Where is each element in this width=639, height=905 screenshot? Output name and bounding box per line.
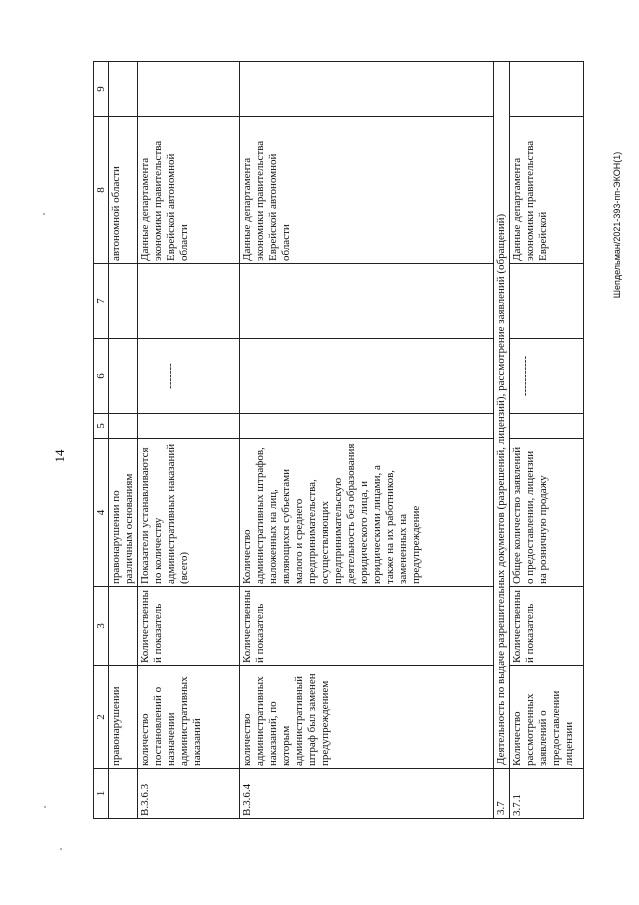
indicator-name: количество постановлений о назначении административных наказаний [138,666,240,769]
table-cell [109,339,138,414]
indicator-table [93,62,575,819]
column-number: 3 [94,587,109,666]
table-cell [109,587,138,666]
table-cell: ------- [138,339,240,414]
table-cell [109,414,138,439]
table-cell: автономной области [109,117,138,264]
table-cell: ----------- [510,339,584,414]
table-cell [510,62,584,117]
table-row [510,62,584,819]
indicator-description: Общее количество заявлений о предоставлении, лицензии на розничную продажу [510,439,584,587]
row-number: 3.7.1 [510,769,584,819]
scan-speck [60,848,62,850]
scan-speck [43,213,45,215]
column-number: 7 [94,264,109,339]
table-cell [240,62,494,117]
continuation-row [109,62,138,819]
table-cell [240,339,494,414]
table-cell [138,264,240,339]
indicator-description: Показатели устанавливаются по количеству административных наказаний (всего) [138,439,240,587]
document-stamp: Шепдельман/2021-393-пп-ЭКОН(1) [612,151,622,299]
table-cell [109,264,138,339]
indicator-description: Количество административных штрафов, наложенных на лиц, являющихся субъектами малого и среднего предпринимательства, осуществляющих предпринимательскую деятельность без образования юридического лица, и юридическими лицами, а также на их работников, замененных на предупреждение [240,439,494,587]
section-row [494,62,510,819]
column-number: 2 [94,666,109,769]
table-cell [138,414,240,439]
indicator-type: Количественный показатель [240,587,494,666]
table-cell [510,264,584,339]
column-number: 9 [94,62,109,117]
table-row [240,62,494,819]
table-cell [109,62,138,117]
indicator-name: количество административных наказаний, по которым административный штраф был заменен предупреждением [240,666,494,769]
table-cell [240,414,494,439]
column-number: 4 [94,439,109,587]
table-cell [240,264,494,339]
column-number: 6 [94,339,109,414]
column-number: 8 [94,117,109,264]
section-title: Деятельность по выдаче разрешительных документов (разрешений, лицензий), рассмотрение заявлений (обращений) [494,62,510,769]
indicator-type: Количественный показатель [138,587,240,666]
row-number: В.3.6.3 [138,769,240,819]
section-number: 3.7 [494,769,510,819]
column-number-row [94,62,109,819]
data-source: Данные департамента экономики правительства Еврейской автономной области [240,117,494,264]
table-cell [138,62,240,117]
column-number: 5 [94,414,109,439]
table-cell [109,769,138,819]
column-number: 1 [94,769,109,819]
table-cell: правонарушении [109,666,138,769]
indicator-name: Количество рассмотренных заявлений о предоставлении лицензии [510,666,584,769]
data-source: Данные департамента экономики правительства Еврейской [510,117,584,264]
table-row [138,62,240,819]
scan-speck [44,806,46,808]
page-number: 14 [52,449,67,463]
indicator-type: Количественный показатель [510,587,584,666]
data-source: Данные департамента экономики правительства Еврейской автономной области [138,117,240,264]
row-number: В.3.6.4 [240,769,494,819]
table-cell: правонарушении по различным основаниям [109,439,138,587]
table-cell [510,414,584,439]
